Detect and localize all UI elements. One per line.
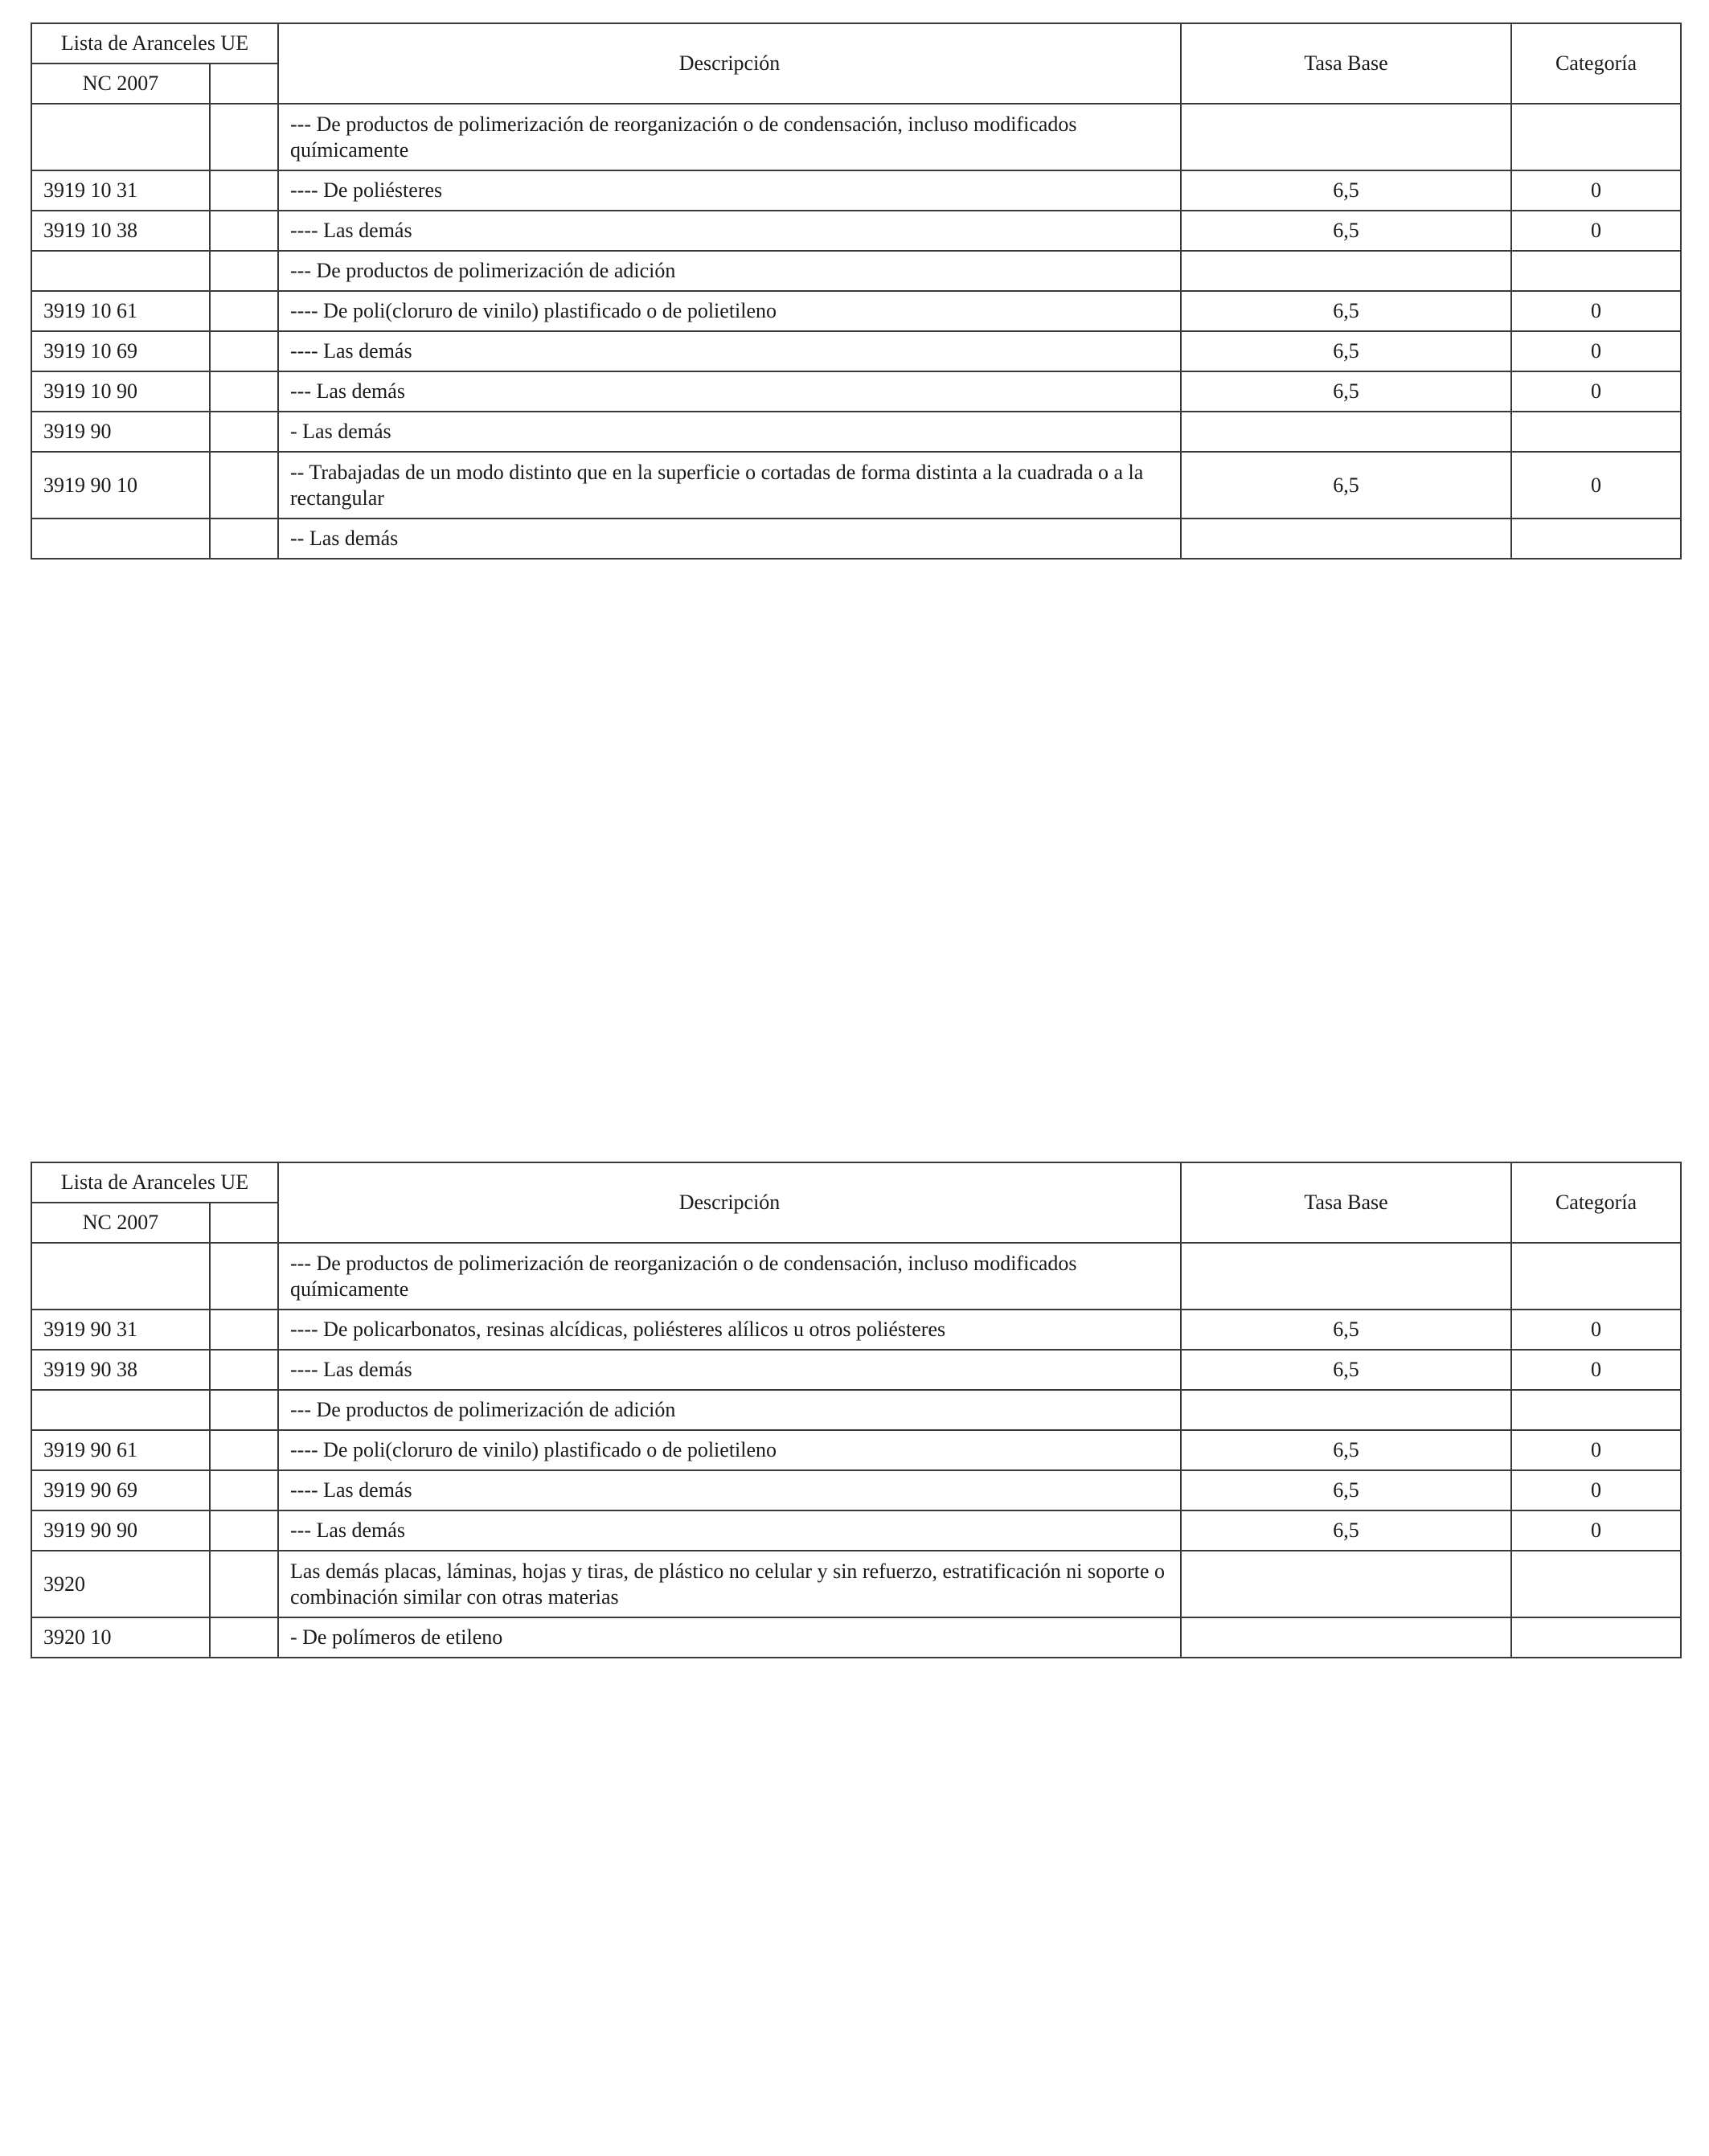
category-cell: 0 (1511, 1310, 1681, 1350)
rate-cell: 6,5 (1181, 1470, 1511, 1510)
table-row (31, 1470, 1681, 1510)
blank-cell (210, 1510, 278, 1551)
category-cell: 0 (1511, 170, 1681, 211)
header-nc: NC 2007 (31, 1203, 210, 1243)
rate-cell: 6,5 (1181, 1430, 1511, 1470)
blank-cell (210, 452, 278, 519)
rate-cell: 6,5 (1181, 371, 1511, 412)
category-cell: 0 (1511, 331, 1681, 371)
category-cell: 0 (1511, 452, 1681, 519)
header-list: Lista de Aranceles UE (31, 23, 278, 64)
description-cell: --- De productos de polimerización de adición (278, 251, 1181, 291)
blank-cell (210, 371, 278, 412)
code-cell: 3919 10 90 (31, 371, 210, 412)
header-blank-cell (210, 1203, 278, 1243)
table-row (31, 104, 1681, 170)
table-row (31, 170, 1681, 211)
rate-cell (1181, 1243, 1511, 1310)
description-cell: ---- Las demás (278, 1350, 1181, 1390)
description-cell: --- De productos de polimerización de reorganización o de condensación, incluso modificados químicamente (278, 104, 1181, 170)
code-cell (31, 1243, 210, 1310)
code-cell: 3919 10 69 (31, 331, 210, 371)
blank-cell (210, 331, 278, 371)
blank-cell (210, 1617, 278, 1658)
code-cell: 3919 90 90 (31, 1510, 210, 1551)
blank-cell (210, 291, 278, 331)
header-list: Lista de Aranceles UE (31, 1162, 278, 1203)
rate-cell: 6,5 (1181, 331, 1511, 371)
blank-cell (210, 1430, 278, 1470)
header-rate: Tasa Base (1181, 1162, 1511, 1243)
category-cell: 0 (1511, 1350, 1681, 1390)
table-row (31, 452, 1681, 519)
code-cell: 3919 90 (31, 412, 210, 452)
code-cell: 3919 10 38 (31, 211, 210, 251)
description-cell: --- Las demás (278, 371, 1181, 412)
code-cell: 3919 90 38 (31, 1350, 210, 1390)
category-cell (1511, 1243, 1681, 1310)
description-cell: ---- De poli(cloruro de vinilo) plastificado o de polietileno (278, 291, 1181, 331)
description-cell: Las demás placas, láminas, hojas y tiras, de plástico no celular y sin refuerzo, estratificación ni soporte o combinación similar con otras materias (278, 1551, 1181, 1617)
table-row (31, 1243, 1681, 1310)
code-cell: 3919 90 69 (31, 1470, 210, 1510)
description-cell: -- Las demás (278, 519, 1181, 559)
blank-cell (210, 519, 278, 559)
code-cell: 3919 90 61 (31, 1430, 210, 1470)
blank-cell (210, 104, 278, 170)
table-row (31, 1617, 1681, 1658)
description-cell: -- Trabajadas de un modo distinto que en la superficie o cortadas de forma distinta a la cuadrada o a la rectangular (278, 452, 1181, 519)
tariff-table-2 (31, 1162, 1682, 1658)
rate-cell (1181, 251, 1511, 291)
category-cell: 0 (1511, 1470, 1681, 1510)
rate-cell: 6,5 (1181, 1350, 1511, 1390)
category-cell (1511, 104, 1681, 170)
blank-cell (210, 1310, 278, 1350)
table-row (31, 291, 1681, 331)
rate-cell: 6,5 (1181, 291, 1511, 331)
category-cell (1511, 1390, 1681, 1430)
category-cell: 0 (1511, 1430, 1681, 1470)
category-cell: 0 (1511, 291, 1681, 331)
category-cell (1511, 412, 1681, 452)
blank-cell (210, 1470, 278, 1510)
description-cell: - Las demás (278, 412, 1181, 452)
code-cell (31, 251, 210, 291)
code-cell (31, 104, 210, 170)
blank-cell (210, 1390, 278, 1430)
table-row (31, 1350, 1681, 1390)
rate-cell (1181, 1390, 1511, 1430)
blank-cell (210, 412, 278, 452)
header-description: Descripción (278, 23, 1181, 104)
tariff-table-1 (31, 23, 1682, 559)
table-row (31, 1430, 1681, 1470)
rate-cell: 6,5 (1181, 170, 1511, 211)
blank-cell (210, 211, 278, 251)
table-row (31, 371, 1681, 412)
rate-cell (1181, 519, 1511, 559)
blank-cell (210, 1350, 278, 1390)
table-row (31, 519, 1681, 559)
header-category: Categoría (1511, 1162, 1681, 1243)
code-cell: 3919 90 10 (31, 452, 210, 519)
header-category: Categoría (1511, 23, 1681, 104)
blank-cell (210, 1243, 278, 1310)
code-cell (31, 519, 210, 559)
header-rate: Tasa Base (1181, 23, 1511, 104)
table-row (31, 211, 1681, 251)
rate-cell (1181, 104, 1511, 170)
blank-cell (210, 251, 278, 291)
description-cell: ---- Las demás (278, 211, 1181, 251)
rate-cell (1181, 412, 1511, 452)
code-cell: 3919 10 61 (31, 291, 210, 331)
rate-cell: 6,5 (1181, 1510, 1511, 1551)
rate-cell: 6,5 (1181, 1310, 1511, 1350)
table-row (31, 1510, 1681, 1551)
rate-cell (1181, 1617, 1511, 1658)
code-cell: 3919 10 31 (31, 170, 210, 211)
table-row (31, 412, 1681, 452)
blank-cell (210, 1551, 278, 1617)
header-blank-cell (210, 64, 278, 104)
blank-cell (210, 170, 278, 211)
table-row (31, 1551, 1681, 1617)
category-cell (1511, 1551, 1681, 1617)
code-cell: 3920 10 (31, 1617, 210, 1658)
category-cell: 0 (1511, 371, 1681, 412)
description-cell: --- Las demás (278, 1510, 1181, 1551)
table-row (31, 251, 1681, 291)
description-cell: --- De productos de polimerización de adición (278, 1390, 1181, 1430)
header-description: Descripción (278, 1162, 1181, 1243)
table-row (31, 331, 1681, 371)
rate-cell: 6,5 (1181, 211, 1511, 251)
category-cell (1511, 1617, 1681, 1658)
table-row (31, 1390, 1681, 1430)
category-cell (1511, 251, 1681, 291)
code-cell (31, 1390, 210, 1430)
description-cell: ---- Las demás (278, 331, 1181, 371)
category-cell: 0 (1511, 211, 1681, 251)
description-cell: ---- Las demás (278, 1470, 1181, 1510)
description-cell: ---- De policarbonatos, resinas alcídicas, poliésteres alílicos u otros poliésteres (278, 1310, 1181, 1350)
description-cell: ---- De poliésteres (278, 170, 1181, 211)
rate-cell: 6,5 (1181, 452, 1511, 519)
rate-cell (1181, 1551, 1511, 1617)
table-row (31, 1310, 1681, 1350)
code-cell: 3920 (31, 1551, 210, 1617)
description-cell: ---- De poli(cloruro de vinilo) plastificado o de polietileno (278, 1430, 1181, 1470)
category-cell: 0 (1511, 1510, 1681, 1551)
code-cell: 3919 90 31 (31, 1310, 210, 1350)
description-cell: --- De productos de polimerización de reorganización o de condensación, incluso modificados químicamente (278, 1243, 1181, 1310)
header-nc: NC 2007 (31, 64, 210, 104)
description-cell: - De polímeros de etileno (278, 1617, 1181, 1658)
category-cell (1511, 519, 1681, 559)
